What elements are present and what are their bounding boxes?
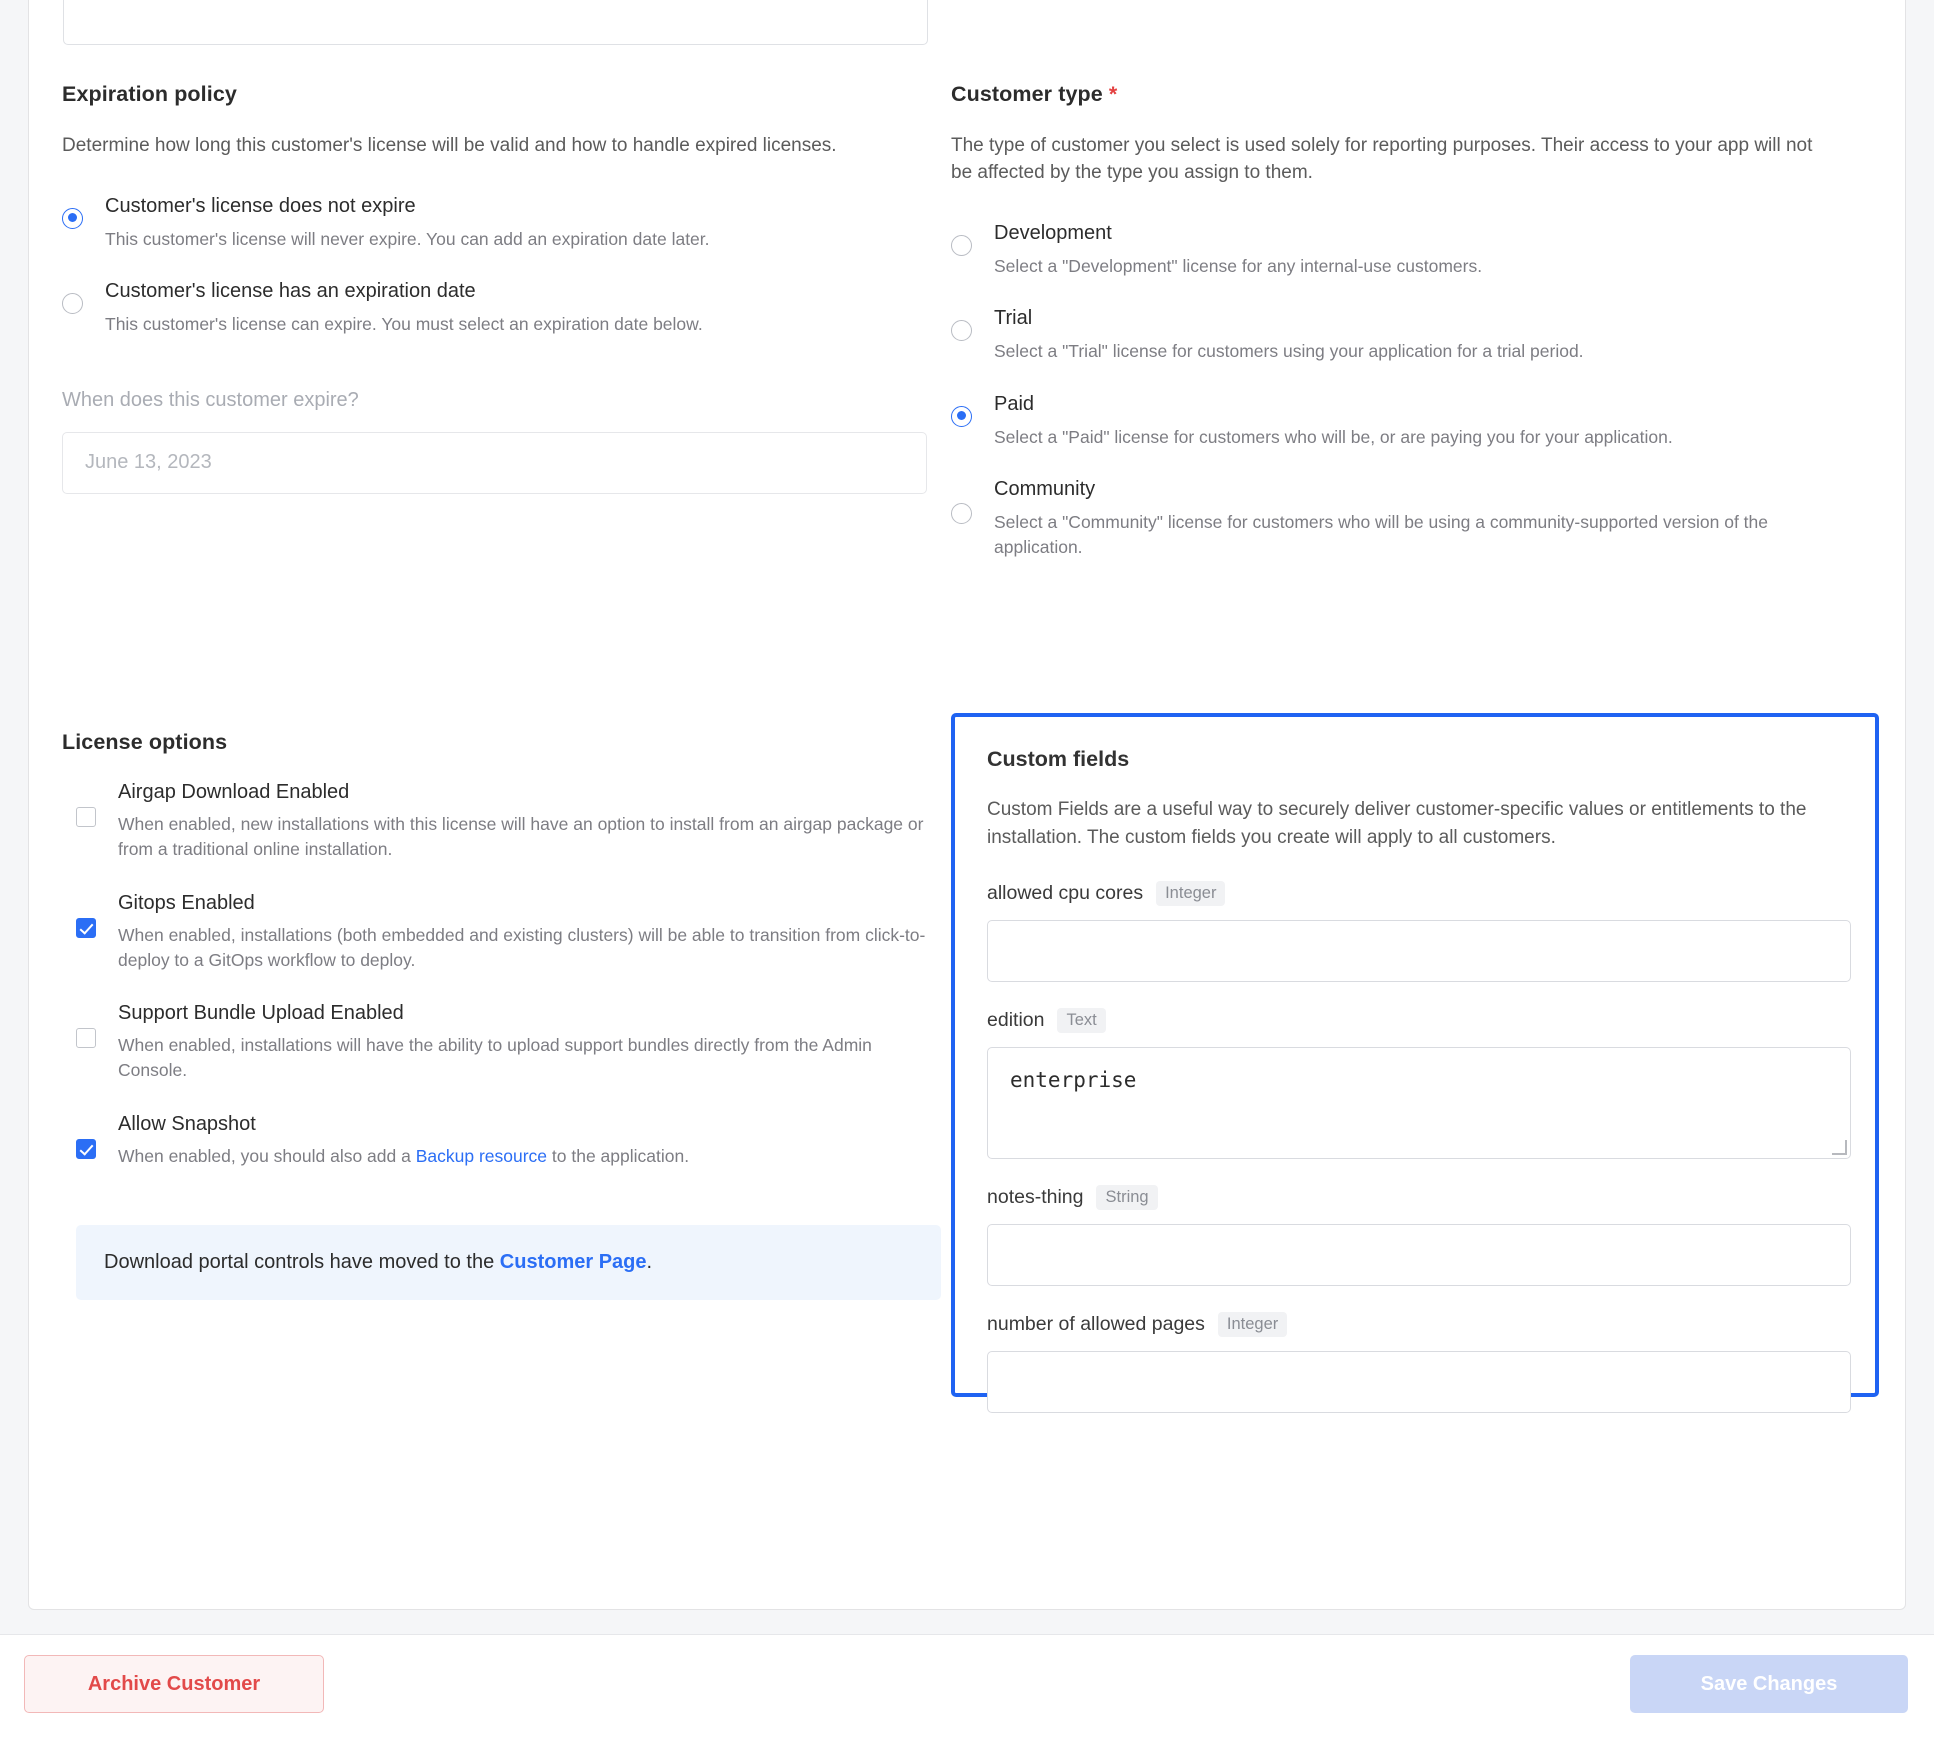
radio-no-expire[interactable] — [62, 194, 942, 252]
expire-question-label: When does this customer expire? — [62, 388, 359, 411]
expiration-policy-section — [62, 82, 942, 494]
radio-trial-sub: Select a "Trial" license for customers using your application for a trial period. — [994, 341, 1584, 362]
checkbox-allow-snapshot-label: Allow Snapshot — [118, 1113, 256, 1136]
radio-community-label: Community — [994, 478, 1096, 501]
radio-has-expire[interactable] — [62, 279, 942, 337]
checkbox-allow-snapshot-control[interactable] — [76, 1139, 96, 1159]
radio-no-expire-sub: This customer's license will never expire. You can add an expiration date later. — [105, 228, 710, 249]
radio-has-expire-control[interactable] — [62, 293, 83, 314]
license-options-title: License options — [62, 730, 228, 754]
checkbox-support-bundle-control[interactable] — [76, 1028, 96, 1048]
customer-type-description: The type of customer you select is used solely for reporting purposes. Their access to your app will not be affected by the type you assign to them. — [951, 135, 1813, 183]
custom-field-type-badge: Integer — [1218, 1312, 1287, 1337]
radio-paid-label: Paid — [994, 392, 1035, 415]
save-changes-button[interactable]: Save Changes — [1630, 1655, 1908, 1713]
custom-field-type-badge: String — [1096, 1185, 1157, 1210]
custom-field-label-edition — [987, 1008, 1843, 1033]
customer-type-title — [951, 82, 1851, 107]
customer-page-link[interactable]: Customer Page — [499, 1250, 647, 1273]
required-asterisk: * — [1108, 82, 1118, 106]
checkbox-airgap-download-enabled[interactable] — [62, 781, 942, 862]
radio-paid-control[interactable] — [951, 406, 972, 427]
radio-has-expire-label: Customer's license has an expiration date — [105, 280, 476, 303]
notice-text-after: . — [646, 1250, 653, 1273]
notice-text-before: Download portal controls have moved to the — [104, 1250, 500, 1273]
custom-fields-title: Custom fields — [987, 747, 1130, 771]
expiration-policy-description: Determine how long this customer's license will be valid and how to handle expired licenses. — [62, 135, 837, 156]
checkbox-allow-snapshot-sub — [118, 1144, 942, 1169]
radio-paid[interactable] — [951, 392, 1851, 450]
custom-field-textarea-edition[interactable]: enterprise — [987, 1047, 1851, 1159]
radio-development-label: Development — [994, 221, 1112, 244]
radio-trial[interactable] — [951, 306, 1851, 364]
checkbox-airgap-control[interactable] — [76, 807, 96, 827]
radio-no-expire-control[interactable] — [62, 208, 83, 229]
custom-fields-description: Custom Fields are a useful way to securely deliver customer-specific values or entitlements to the installation. The custom fields you create will apply to all customers. — [987, 799, 1807, 848]
radio-no-expire-label: Customer's license does not expire — [105, 194, 416, 217]
custom-field-name: number of allowed pages — [987, 1313, 1205, 1336]
expire-date-input[interactable] — [62, 432, 927, 494]
custom-field-input-allowed-cpu-cores[interactable] — [987, 920, 1851, 982]
radio-development-sub: Select a "Development" license for any internal-use customers. — [994, 255, 1483, 276]
radio-development[interactable] — [951, 221, 1851, 279]
custom-field-name: allowed cpu cores — [987, 882, 1144, 905]
custom-field-type-badge: Text — [1057, 1008, 1105, 1033]
footer-bar — [0, 1634, 1934, 1738]
custom-field-input-notes-thing[interactable] — [987, 1224, 1851, 1286]
custom-field-input-number-of-allowed-pages[interactable] — [987, 1351, 1851, 1413]
checkbox-support-bundle-upload-enabled[interactable] — [62, 1002, 942, 1083]
checkbox-allow-snapshot[interactable] — [62, 1113, 942, 1169]
custom-field-label-number-of-allowed-pages — [987, 1312, 1843, 1337]
archive-customer-button[interactable]: Archive Customer — [24, 1655, 324, 1713]
custom-field-label-allowed-cpu-cores — [987, 881, 1843, 906]
checkbox-support-bundle-label: Support Bundle Upload Enabled — [118, 1002, 404, 1025]
radio-community-sub: Select a "Community" license for customers who will be using a community-supported version of the application. — [994, 512, 1769, 557]
radio-development-control[interactable] — [951, 235, 972, 256]
backup-resource-link[interactable]: Backup resource — [415, 1146, 548, 1167]
checkbox-airgap-sub: When enabled, new installations with this license will have an option to install from an airgap package or from a traditional online installation. — [118, 814, 924, 859]
checkbox-gitops-control[interactable] — [76, 918, 96, 938]
custom-field-label-notes-thing — [987, 1185, 1843, 1210]
customer-type-section — [951, 82, 1851, 587]
radio-trial-label: Trial — [994, 307, 1033, 330]
expire-date-placeholder: June 13, 2023 — [85, 451, 212, 474]
customer-type-title-text: Customer type — [951, 82, 1103, 106]
custom-field-name: edition — [987, 1009, 1045, 1032]
snapshot-sub-after: to the application. — [547, 1146, 690, 1167]
checkbox-gitops-enabled[interactable] — [62, 892, 942, 973]
license-options-section — [62, 730, 942, 1300]
checkbox-gitops-sub: When enabled, installations (both embedded and existing clusters) will be able to transition from click-to-deploy to a GitOps workflow to deploy. — [118, 924, 926, 970]
radio-community[interactable] — [951, 477, 1851, 559]
snapshot-sub-before: When enabled, you should also add a — [118, 1146, 416, 1167]
radio-trial-control[interactable] — [951, 320, 972, 341]
download-portal-notice — [76, 1225, 941, 1300]
checkbox-gitops-label: Gitops Enabled — [118, 891, 255, 914]
radio-has-expire-sub: This customer's license can expire. You must select an expiration date below. — [105, 314, 703, 335]
truncated-text-input[interactable] — [63, 0, 928, 45]
radio-community-control[interactable] — [951, 503, 972, 524]
custom-field-name: notes-thing — [987, 1186, 1084, 1209]
checkbox-airgap-label: Airgap Download Enabled — [118, 781, 350, 803]
checkbox-support-bundle-sub: When enabled, installations will have the ability to upload support bundles directly from the Admin Console. — [118, 1035, 872, 1081]
custom-field-type-badge: Integer — [1156, 881, 1225, 906]
expiration-policy-title: Expiration policy — [62, 82, 237, 106]
radio-paid-sub: Select a "Paid" license for customers who will be, or are paying you for your application. — [994, 426, 1673, 447]
custom-fields-panel — [951, 713, 1879, 1397]
